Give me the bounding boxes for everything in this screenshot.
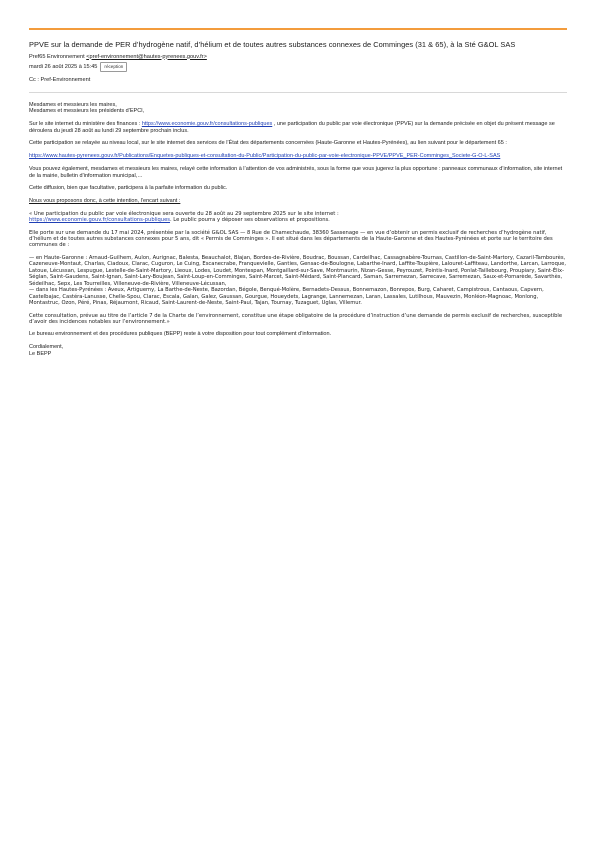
paragraph-pref-link — [29, 153, 567, 160]
paragraph-ppve — [29, 121, 567, 134]
p1-before: Sur le site internet du ministère des finances : — [29, 121, 142, 127]
cc-line: Cc : Pref-Environnement — [29, 76, 91, 83]
paragraph-diffusion: Cette diffusion, bien que facultative, participera à la parfaite information du public. — [29, 185, 228, 192]
signature-block — [29, 344, 567, 357]
encart-p2: Elle porte sur une demande du 17 mai 2024, présentée par la société G&OL SAS — 8 Rue de Chamechaude, 38360 Sassenage — en vue d’obtenir un permis exclusif de recherches d’hydrogène natif, d’hélium et de toutes autres substances connexes pour 5 ans, dit « Permis de Comminges ». Il est situé dans les départements de la Haute-Garonne et des Hautes-Pyrénées et porte sur le territoire des communes de : — [29, 229, 553, 249]
encart-p1-after: . Le public pourra y déposer ses observations et propositions. — [170, 217, 330, 224]
sender-email-link[interactable]: <pref-environnement@hautes-pyrenees.gouv.fr> — [86, 53, 207, 60]
header-divider — [29, 92, 567, 93]
sender-row — [29, 53, 567, 61]
paragraph-mayors: Vous pouvez également, mesdames et messieurs les maires, relayé cette information à l’attention de vos administrés, sous la forme que vous jugerez la plus opportune : panneaux communaux d’information, site internet de la mairie, bulletin d’information municipal,… — [29, 165, 563, 179]
greeting-line-2: Mesdames et messieurs les présidents d’EPCI, — [29, 108, 145, 115]
closing: Cordialement, — [29, 344, 64, 351]
folder-badge[interactable]: réception — [100, 62, 127, 72]
encart-p4: Cette consultation, prévue au titre de l’article 7 de la Charte de l’environnement, constitue une étape obligatoire de la procédure d’instruction d’une demande de permis exclusif de recherches, susceptible d’avoir des incidences notables sur l’environnement.» — [29, 312, 563, 325]
email-date: mardi 26 août 2025 à 15:45 — [29, 63, 98, 70]
encart-p1-text: « Une participation du public par voie électronique sera ouverte du 28 août au 29 septembre 2025 sur le site internet : — [29, 210, 339, 217]
greeting-line-1: Mesdames et messieurs les maires, — [29, 101, 117, 108]
p1-after: , une participation du public par voie électronique (PPVE) sur la demande précisée en objet du présent message se déroulera du jeudi 28 août au lundi 29 septembre prochain inclus. — [29, 121, 555, 134]
email-header — [29, 53, 567, 84]
date-row — [29, 62, 567, 72]
accent-rule — [29, 28, 567, 30]
encart-p1 — [29, 211, 567, 224]
signature: Le BEPP — [29, 350, 52, 357]
encart-communes — [29, 255, 567, 307]
sender-name: Pref65 Environnement — [29, 53, 85, 60]
encart-block — [29, 211, 567, 326]
paragraph-bepp: Le bureau environnement et des procédures publiques (BEPP) reste à votre disposition pour tout complément d’information. — [29, 331, 332, 338]
communes-hautes-pyrenees: — dans les Hautes-Pyrénées : Aveux, Artiguemy, La Barthe-de-Neste, Bazordan, Bégole, Benqué-Molère, Bernadets-Dessus, Bonnemazon, Bonrepos, Burg, Caharet, Campistrous, Cantaous, Capvern, Castelbajac, Castéra-Lanusse, Chelle-Spou, Clarac, Escala, Galan, Galez, Gaussan, Gourgue, Houeydets, Lagrange, Lannemezan, Laran, Lassales, Lutilhous, Mauvezin, Monléon-Magnoac, Monlong, Montastruc, Ozon, Péré, Pinas, Réjaumont, Ricaud, Saint-Laurent-de-Neste, Saint-Paul, Tajan, Tournay, Tuzaguet, Uglas, Villemur. — [29, 287, 544, 307]
email-subject: PPVE sur la demande de PER d’hydrogène natif, d’hélium et de toutes autres substances connexes de Comminges (31 & 65), à la Sté G&OL SAS — [29, 40, 516, 49]
encart-economie-link[interactable]: https://www.economie.gouv.fr/consultations-publiques — [29, 217, 170, 224]
economie-link[interactable]: https://www.economie.gouv.fr/consultations-publiques — [141, 121, 273, 127]
hautes-pyrenees-link[interactable]: https://www.hautes-pyrenees.gouv.fr/Publications/Enquetes-publiques-et-consultation-du-Public/Participation-du-public-par-voie-electronique-PPVE/PPVE_PER-Comminges_Societe-G-O-L-SAS — [29, 153, 501, 160]
email-page — [29, 28, 567, 364]
communes-haute-garonne: — en Haute-Garonne : Arnaud-Guilhem, Aulon, Aurignac, Balesta, Beauchalot, Blajan, Bordes-de-Rivière, Boudrac, Boussan, Cardeilhac, Cassagnabère-Tournas, Castillon-de-Saint-Martory, Cazaril-Tambourès, Cazeneuve-Montaut, Charlas, Ciadoux, Clarac, Cuguron, Le Cuing, Escanecrabe, Franquevielle, Ganties, Gensac-de-Boulogne, Labarthe-Inard, Laffite-Toupière, Lalouret-Laffiteau, Landorthe, Larcan, Larroque, Latoue, Lécussan, Lespugue, Lestelle-de-Saint-Martory, Lieoux, Lodes, Loudet, Montespan, Montgaillard-sur-Save, Montmaurin, Nizan-Gesse, Peyrouzet, Pointis-Inard, Ponlat-Taillebourg, Proupiary, Saint-Élix-Séglan, Saint-Gaudens, Saint-Ignan, Saint-Lary-Boujean, Saint-Loup-en-Comminges, Saint-Marcet, Saint-Médard, Saint-Plancard, Saman, Sarremezan, Sarrecave, Sarremezan, Saux-et-Pomarède, Savarthès, Sédeilhac, Sepx, Les Tourreilles, Villeneuve-de-Rivière, Villeneuve-Lécussan, — [29, 254, 566, 287]
email-body — [29, 102, 567, 358]
paragraph-encart-intro: Nous vous proposons donc, à cette intention, l’encart suivant : — [29, 197, 181, 204]
paragraph-relay: Cette participation se relayée au niveau local, sur le site internet des services de l’État des départements concernées (Haute-Garonne et Hautes-Pyrénées), au lien suivant pour le département 65 : — [29, 140, 507, 147]
greeting — [29, 102, 567, 115]
